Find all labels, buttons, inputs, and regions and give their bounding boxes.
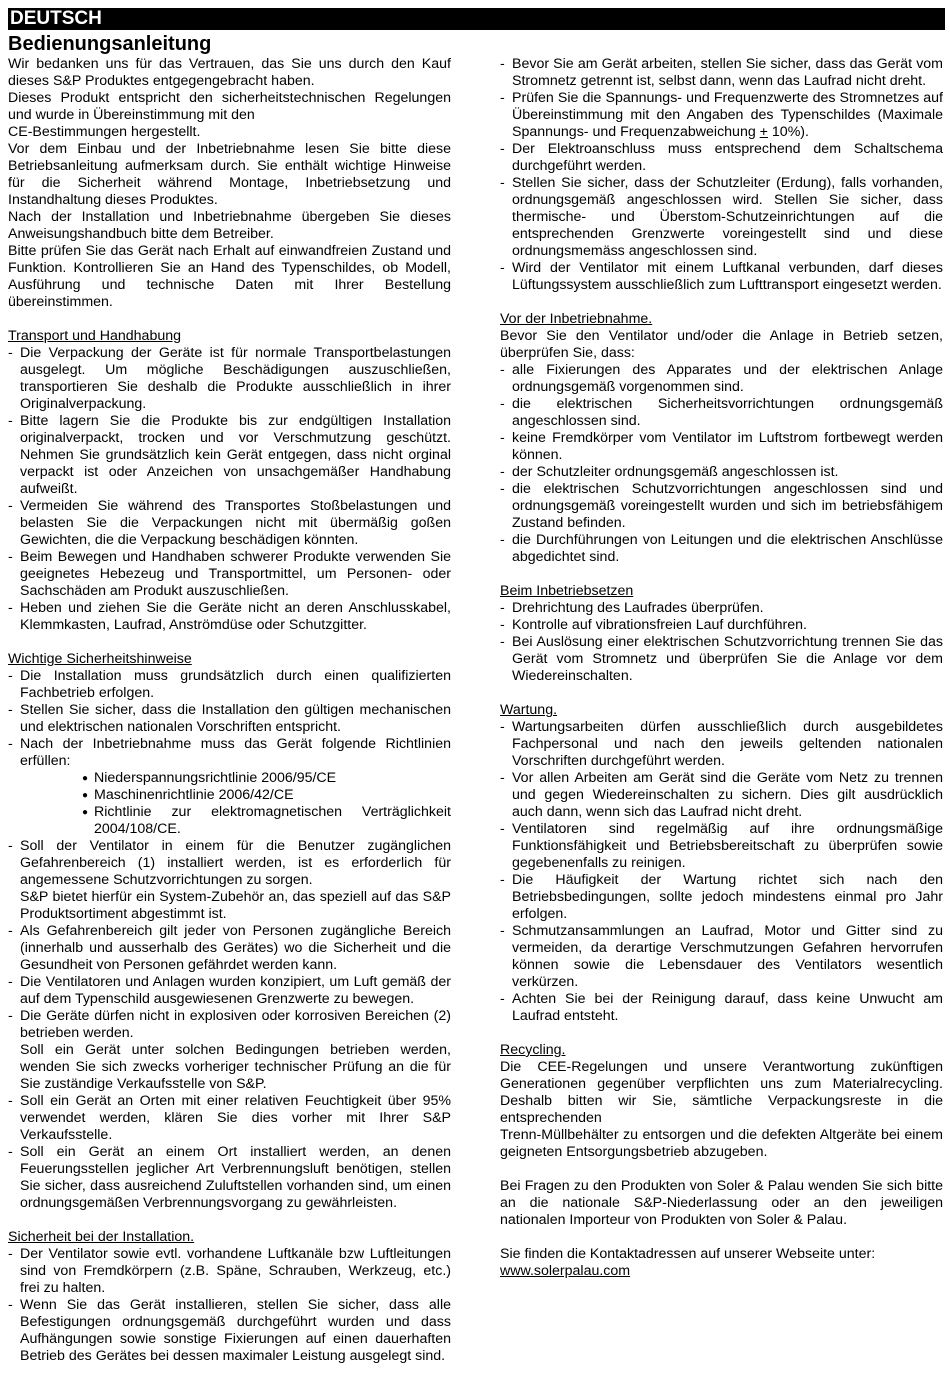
- list-item: - der Schutzleiter ordnungsgemäß angeschlossen ist.: [500, 464, 943, 481]
- list-item-text: S&P bietet hierfür ein System-Zubehör an, das speziell auf das S&P Produktsortiment abgestimmt ist.: [20, 889, 451, 922]
- list-item: [8, 736, 451, 838]
- safety-heading: Wichtige Sicherheitshinweise: [8, 651, 192, 667]
- list-item: - Die Ventilatoren und Anlagen wurden konzipiert, um Luft gemäß der auf dem Typenschild ausgewiesenen Grenzwerte zu bewegen.: [8, 974, 451, 1008]
- page-title: Bedienungsanleitung: [8, 33, 212, 55]
- list-item-text: Soll ein Gerät unter solchen Bedingungen betrieben werden, wenden Sie sich zwecks vorheriger technischer Prüfung an die für Sie zuständige Verkaufsstelle von S&P.: [20, 1042, 451, 1092]
- plus-minus-sign: +: [759, 124, 768, 140]
- list-item: - Drehrichtung des Laufrades überprüfen.: [500, 600, 943, 617]
- list-item: - die Durchführungen von Leitungen und die elektrischen Anschlüsse abgedichtet sind.: [500, 532, 943, 566]
- directive-item: ● Richtlinie zur elektromagnetischen Verträglichkeit 2004/108/CE.: [82, 804, 451, 838]
- directive-item: ● Maschinenrichtlinie 2006/42/CE: [82, 787, 451, 804]
- intro-paragraph: Dieses Produkt entspricht den sicherheitstechnischen Regelungen und wurde in Übereinstimmung mit den: [8, 90, 451, 123]
- list-item: - Heben und ziehen Sie die Geräte nicht an deren Anschlusskabel, Klemmkasten, Laufrad, Anströmdüse oder Schutzgitter.: [8, 600, 451, 634]
- list-item: - Ventilatoren sind regelmäßig auf ihre ordnungsmäßige Funktionsfähigkeit und Betriebsbereitschaft zu überprüfen sowie gegebenenfalls zu reinigen.: [500, 821, 943, 872]
- right-column: [500, 56, 943, 1280]
- list-item: - keine Fremdkörper vom Ventilator im Luftstrom fortbewegt werden können.: [500, 430, 943, 464]
- list-item: - Schmutzansammlungen an Laufrad, Motor und Gitter sind zu vermeiden, da derartige Verschmutzungen Gefahren hervorrufen können sowie die Lebensdauer des Ventilators wesentlich verkürzen.: [500, 923, 943, 991]
- installation-heading: Sicherheit bei der Installation.: [8, 1229, 195, 1245]
- list-item: - Die Installation muss grundsätzlich durch einen qualifizierten Fachbetrieb erfolgen.: [8, 668, 451, 702]
- list-item: - Der Elektroanschluss muss entsprechend dem Schaltschema durchgeführt werden.: [500, 141, 943, 175]
- list-item: - Bitte lagern Sie die Produkte bis zur endgültigen Installation originalverpackt, trocken und vor Verschmutzung geschützt. Nehmen Sie grundsätzlich kein Gerät entgegen, dass nicht orginal verpackt ist oder Anzeichen von unsachgemäßer Handhabung aufweißt.: [8, 413, 451, 498]
- language-banner: DEUTSCH: [8, 8, 945, 30]
- website-link[interactable]: www.solerpalau.com: [500, 1263, 631, 1279]
- installation-list: [8, 1246, 451, 1365]
- list-item: - Soll ein Gerät an einem Ort installiert werden, an denen Feuerungsstellen jeglicher Art Verbrennungsluft benötigen, stellen Sie sicher, dass ausreichend Zuluftstellen vorhanden sind, um einen ordnungsgemäßen Verbrennungsvorgang zu gewährleisten.: [8, 1144, 451, 1212]
- startup-heading: Beim Inbetriebsetzen: [500, 583, 634, 599]
- list-item: - Bevor Sie am Gerät arbeiten, stellen Sie sicher, dass das Gerät vom Stromnetz getrennt ist, selbst dann, wenn das Laufrad nicht dreht.: [500, 56, 943, 90]
- intro-paragraph: Vor dem Einbau und der Inbetriebnahme lesen Sie bitte diese Betriebsanleitung aufmerksam durch. Sie enthält wichtige Hinweise für die Sicherheit während Montage, Inbetriebsetzung und Instandhaltung dieses Produktes.: [8, 141, 451, 208]
- contact-paragraph: Bei Fragen zu den Produkten von Soler & Palau wenden Sie sich bitte an die nationale S&P-Niederlassung oder an den jeweiligen nationalen Importeur von Produkten von Soler & Palau.: [500, 1178, 943, 1228]
- maintenance-heading: Wartung.: [500, 702, 558, 718]
- list-item: - Soll ein Gerät an Orten mit einer relativen Feuchtigkeit über 95% verwendet werden, klären Sie dies vorher mit Ihrer S&P Verkaufsstelle.: [8, 1093, 451, 1144]
- recycling-paragraph: Trenn-Müllbehälter zu entsorgen und die defekten Altgeräte bei einem geigneten Entsorgungsbetrieb abzugeben.: [500, 1127, 943, 1160]
- directive-list: [20, 770, 451, 838]
- list-item: - Wenn Sie das Gerät installieren, stellen Sie sicher, dass alle Befestigungen ordnungsgemäß durchgeführt wurden und dass Aufhängungen sowie sonstige Fixierungen auf einen dauerhaften Betrieb des Gerätes bei dessen maximaler Leistung ausgelegt sind.: [8, 1297, 451, 1365]
- list-item: - die elektrischen Schutzvorrichtungen angeschlossen sind und ordnungsgemäß voreingestellt wurden und sich im betriebsfähigem Zustand befinden.: [500, 481, 943, 532]
- list-item: - Kontrolle auf vibrationsfreien Lauf durchführen.: [500, 617, 943, 634]
- maintenance-list: [500, 719, 943, 1025]
- list-item: - Der Ventilator sowie evtl. vorhandene Luftkanäle bzw Luftleitungen sind von Fremdkörpern (z.B. Späne, Schrauben, Werkzeug, etc.) frei zu halten.: [8, 1246, 451, 1297]
- safety-list: [8, 668, 451, 1212]
- transport-heading: Transport und Handhabung: [8, 328, 181, 344]
- list-item-text: Prüfen Sie die Spannungs- und Frequenzwerte des Stromnetzes auf Übereinstimmung mit den Angaben des Typenschildes (Maximale Spannungs- und Frequenzabweichung: [512, 90, 943, 140]
- list-item: - Stellen Sie sicher, dass der Schutzleiter (Erdung), falls vorhanden, ordnungsgemäß angeschlossen wird. Stellen Sie sicher, dass thermische- und Überstom-Schutzeinrichtungen auf die entsprechenden Grenzwerte voreingestellt sind und diese ordnungsmemäss angeschlossen sind.: [500, 175, 943, 260]
- list-item: - Vermeiden Sie während des Transportes Stoßbelastungen und belasten Sie die Verpackungen nicht mit übermäßig goßen Gewichten, die die Verpackung beschädigen könnten.: [8, 498, 451, 549]
- recycling-heading: Recycling.: [500, 1042, 566, 1058]
- list-item: [500, 90, 943, 141]
- installation-list-continued: [500, 56, 943, 294]
- list-item: - Bei Auslösung einer elektrischen Schutzvorrichtung trennen Sie das Gerät vom Stromnetz und überprüfen Sie die Anlage vor dem Wiedereinschalten.: [500, 634, 943, 685]
- list-item: [8, 838, 451, 923]
- transport-list: [8, 345, 451, 634]
- list-item: - Achten Sie bei der Reinigung darauf, dass keine Unwucht am Laufrad entsteht.: [500, 991, 943, 1025]
- list-item: - Wird der Ventilator mit einem Luftkanal verbunden, darf dieses Lüftungssystem ausschließlich zum Lufttransport eingesetzt werden.: [500, 260, 943, 294]
- list-item: - Beim Bewegen und Handhaben schwerer Produkte verwenden Sie geeignetes Hebezeug und Transportmittel, um Personen- oder Sachschäden am Produkt auszuschließen.: [8, 549, 451, 600]
- list-item-text: - Die Geräte dürfen nicht in explosiven oder korrosiven Bereichen (2) betrieben werden.: [20, 1008, 451, 1041]
- list-item: - Stellen Sie sicher, dass die Installation den gültigen mechanischen und elektrischen nationalen Vorschriften entspricht.: [8, 702, 451, 736]
- intro-paragraph: Wir bedanken uns für das Vertrauen, das Sie uns durch den Kauf dieses S&P Produktes entgegengebracht haben.: [8, 56, 451, 89]
- startup-list: [500, 600, 943, 685]
- list-item: - Wartungsarbeiten dürfen ausschließlich durch ausgebildetes Fachpersonal und nach den jeweils geltenden nationalen Vorschriften durchgeführt werden.: [500, 719, 943, 770]
- list-item: - Die Häufigkeit der Wartung richtet sich nach den Betriebsbedingungen, sollte jedoch mindestens einmal pro Jahr erfolgen.: [500, 872, 943, 923]
- directive-item: ● Niederspannungsrichtlinie 2006/95/CE: [82, 770, 451, 787]
- intro-paragraph: CE-Bestimmungen hergestellt.: [8, 124, 201, 140]
- list-item-text: - Soll der Ventilator in einem für die Benutzer zugänglichen Gefahrenbereich (1) installiert werden, ist es erforderlich für angemessene Schutzvorrichtungen zu sorgen.: [20, 838, 451, 888]
- recycling-paragraph: Die CEE-Regelungen und unsere Verantwortung zukünftigen Generationen gegenüber verpflichten uns zum Materialrecycling. Deshalb bitten wir Sie, sämtliche Verpackungsreste in die entsprechenden: [500, 1059, 943, 1126]
- before-start-heading: Vor der Inbetriebnahme.: [500, 311, 653, 327]
- contact-paragraph: Sie finden die Kontaktadressen auf unserer Webseite unter:: [500, 1246, 876, 1262]
- list-item: - alle Fixierungen des Apparates und der elektrischen Anlage ordnungsgemäß vorgenommen sind.: [500, 362, 943, 396]
- left-column: [8, 56, 451, 1365]
- list-item: - Vor allen Arbeiten am Gerät sind die Geräte vom Netz zu trennen und gegen Wiedereinschalten zu sichern. Dies gilt ausdrücklich auch dann, wenn sich das Laufrad nicht dreht.: [500, 770, 943, 821]
- list-item: - Die Verpackung der Geräte ist für normale Transportbelastungen ausgelegt. Um mögliche Beschädigungen auszuschließen, transportieren Sie deshalb die Produkte ausschließlich in ihrer Originalverpackung.: [8, 345, 451, 413]
- intro-paragraph: Bitte prüfen Sie das Gerät nach Erhalt auf einwandfreien Zustand und Funktion. Kontrollieren Sie an Hand des Typenschildes, ob Modell, Ausführung und technische Daten mit Ihrer Bestellung übereinstimmen.: [8, 243, 451, 310]
- list-item: - die elektrischen Sicherheitsvorrichtungen ordnungsgemäß angeschlossen sind.: [500, 396, 943, 430]
- list-item-text: 10%).: [767, 124, 809, 140]
- list-item: [8, 1008, 451, 1093]
- list-item-text: Nach der Inbetriebnahme muss das Gerät folgende Richtlinien erfüllen:: [20, 736, 451, 769]
- before-start-list: [500, 362, 943, 566]
- intro-paragraph: Nach der Installation und Inbetriebnahme übergeben Sie dieses Anweisungshandbuch bitte dem Betreiber.: [8, 209, 451, 242]
- before-start-intro: Bevor Sie den Ventilator und/oder die Anlage in Betrieb setzen, überprüfen Sie, dass:: [500, 328, 943, 361]
- list-item: - Als Gefahrenbereich gilt jeder von Personen zugängliche Bereich (innerhalb und ausserhalb des Gerätes) wo die Sicherheit und die Gesundheit von Personen gefährdet werden kann.: [8, 923, 451, 974]
